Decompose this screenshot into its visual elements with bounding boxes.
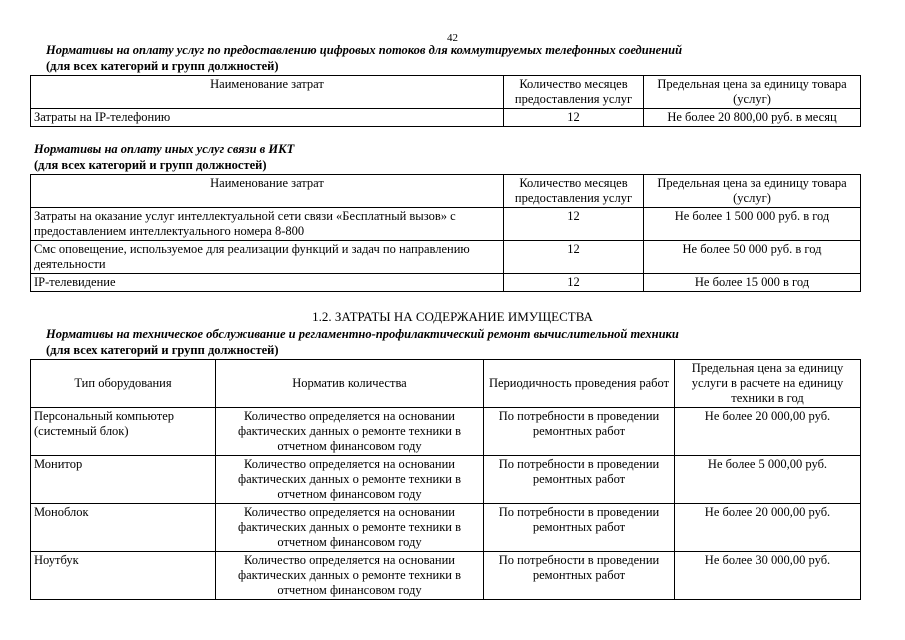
section3-table bbox=[30, 359, 861, 600]
header-unit-price: Предельная цена за единицу услуги в расчете на единицу техники в год bbox=[675, 360, 861, 408]
table-row bbox=[31, 109, 861, 127]
section3-subtitle: (для всех категорий и групп должностей) bbox=[46, 343, 279, 357]
quantity-norm-cell: Количество определяется на основании фактических данных о ремонте техники в отчетном финансовом году bbox=[216, 504, 484, 552]
unit-price-cell: Не более 30 000,00 руб. bbox=[675, 552, 861, 600]
periodicity-cell: По потребности в проведении ремонтных работ bbox=[484, 408, 675, 456]
section1-table bbox=[30, 75, 861, 127]
months-cell: 12 bbox=[504, 241, 644, 274]
table-row bbox=[31, 208, 861, 241]
table-header-row bbox=[31, 76, 861, 109]
price-cell: Не более 15 000 в год bbox=[644, 274, 861, 292]
price-cell: Не более 50 000 руб. в год bbox=[644, 241, 861, 274]
price-cell: Не более 20 800,00 руб. в месяц bbox=[644, 109, 861, 127]
header-months: Количество месяцев предоставления услуг bbox=[504, 76, 644, 109]
section2-title: Нормативы на оплату иных услуг связи в ИКТ bbox=[34, 142, 295, 156]
periodicity-cell: По потребности в проведении ремонтных работ bbox=[484, 456, 675, 504]
table-row bbox=[31, 241, 861, 274]
table-header-row bbox=[31, 360, 861, 408]
quantity-norm-cell: Количество определяется на основании фактических данных о ремонте техники в отчетном финансовом году bbox=[216, 456, 484, 504]
equipment-type-cell: Монитор bbox=[31, 456, 216, 504]
section3-title: Нормативы на техническое обслуживание и регламентно-профилактический ремонт вычислительной техники bbox=[46, 327, 679, 341]
months-cell: 12 bbox=[504, 274, 644, 292]
header-quantity-norm: Норматив количества bbox=[216, 360, 484, 408]
section2-subtitle: (для всех категорий и групп должностей) bbox=[34, 158, 267, 172]
unit-price-cell: Не более 20 000,00 руб. bbox=[675, 408, 861, 456]
table-row bbox=[31, 504, 861, 552]
section1-title: Нормативы на оплату услуг по предоставлению цифровых потоков для коммутируемых телефонных соединений bbox=[46, 43, 683, 57]
header-price: Предельная цена за единицу товара (услуг) bbox=[644, 175, 861, 208]
equipment-type-cell: Персональный компьютер (системный блок) bbox=[31, 408, 216, 456]
quantity-norm-cell: Количество определяется на основании фактических данных о ремонте техники в отчетном финансовом году bbox=[216, 408, 484, 456]
equipment-type-cell: Ноутбук bbox=[31, 552, 216, 600]
periodicity-cell: По потребности в проведении ремонтных работ bbox=[484, 504, 675, 552]
unit-price-cell: Не более 5 000,00 руб. bbox=[675, 456, 861, 504]
section-heading: 1.2. ЗАТРАТЫ НА СОДЕРЖАНИЕ ИМУЩЕСТВА bbox=[312, 309, 593, 324]
price-cell: Не более 1 500 000 руб. в год bbox=[644, 208, 861, 241]
months-cell: 12 bbox=[504, 109, 644, 127]
cost-name-cell: Смс оповещение, используемое для реализации функций и задач по направлению деятельности bbox=[31, 241, 504, 274]
table-row bbox=[31, 408, 861, 456]
header-months: Количество месяцев предоставления услуг bbox=[504, 175, 644, 208]
section1-subtitle: (для всех категорий и групп должностей) bbox=[46, 59, 279, 73]
quantity-norm-cell: Количество определяется на основании фактических данных о ремонте техники в отчетном финансовом году bbox=[216, 552, 484, 600]
section2-table bbox=[30, 174, 861, 292]
periodicity-cell: По потребности в проведении ремонтных работ bbox=[484, 552, 675, 600]
header-price: Предельная цена за единицу товара (услуг) bbox=[644, 76, 861, 109]
header-cost-name: Наименование затрат bbox=[31, 76, 504, 109]
cost-name-cell: IP-телевидение bbox=[31, 274, 504, 292]
header-periodicity: Периодичность проведения работ bbox=[484, 360, 675, 408]
cost-name-cell: Затраты на IP-телефонию bbox=[31, 109, 504, 127]
table-row bbox=[31, 274, 861, 292]
table-row bbox=[31, 552, 861, 600]
page-number: 42 bbox=[447, 32, 458, 44]
unit-price-cell: Не более 20 000,00 руб. bbox=[675, 504, 861, 552]
cost-name-cell: Затраты на оказание услуг интеллектуальной сети связи «Бесплатный вызов» с предоставлением интеллектуального номера 8-800 bbox=[31, 208, 504, 241]
header-equipment-type: Тип оборудования bbox=[31, 360, 216, 408]
header-cost-name: Наименование затрат bbox=[31, 175, 504, 208]
months-cell: 12 bbox=[504, 208, 644, 241]
table-header-row bbox=[31, 175, 861, 208]
equipment-type-cell: Моноблок bbox=[31, 504, 216, 552]
table-row bbox=[31, 456, 861, 504]
